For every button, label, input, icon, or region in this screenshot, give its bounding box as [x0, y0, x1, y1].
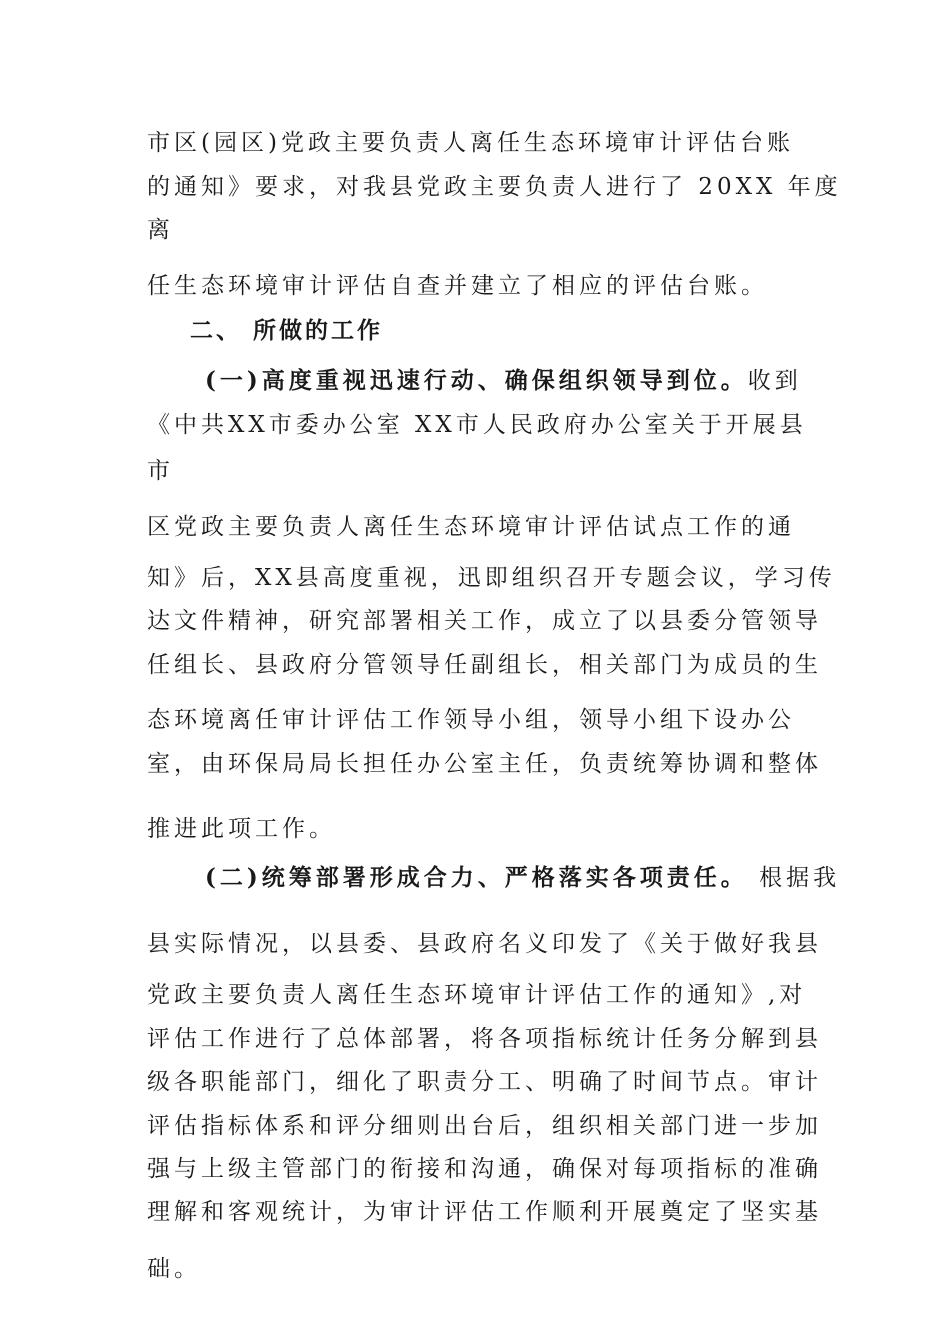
body-line: 础。 — [147, 1256, 201, 1282]
body-line: 理解和客观统计，为审计评估工作顺利开展奠定了坚实基 — [147, 1199, 822, 1225]
body-line: 知》后，XX县高度重视，迅即组织召开专题会议，学习传 — [147, 565, 836, 591]
body-line: 级各职能部门，细化了职责分工、明确了时间节点。审计 — [147, 1069, 822, 1095]
body-line: 区党政主要负责人离任生态环境审计评估试点工作的通 — [147, 514, 795, 540]
section-heading: 二、 所做的工作 — [190, 318, 384, 344]
item1-title: (一)高度重视迅速行动、确保组织领导到位。 — [205, 367, 748, 394]
item1-lead: 收到 — [747, 368, 802, 394]
body-line: 态环境离任审计评估工作领导小组，领导小组下设办公 — [147, 707, 795, 733]
item2-title: (二)统筹部署形成合力、严格落实各项责任。 — [205, 864, 748, 891]
body-line: 的通知》要求，对我县党政主要负责人进行了 20XX 年度 — [147, 174, 842, 200]
body-line: 市 — [147, 458, 174, 484]
body-line: 评估指标体系和评分细则出台后，组织相关部门进一步加 — [147, 1113, 822, 1139]
body-line: 离 — [147, 217, 174, 243]
item2-first-line — [205, 864, 840, 892]
body-line: 任生态环境审计评估自查并建立了相应的评估台账。 — [147, 273, 768, 299]
body-line: 《中共XX市委办公室 XX市人民政府办公室关于开展县 — [147, 412, 807, 438]
body-line: 市区(园区)党政主要负责人离任生态环境审计评估台账 — [147, 130, 794, 156]
body-line: 室，由环保局局长担任办公室主任，负责统筹协调和整体 — [147, 751, 822, 777]
body-line: 强与上级主管部门的衔接和沟通，确保对每项指标的准确 — [147, 1156, 822, 1182]
body-line: 县实际情况，以县委、县政府名义印发了《关于做好我县 — [147, 931, 822, 957]
body-line: 评估工作进行了总体部署，将各项指标统计任务分解到县 — [147, 1026, 822, 1052]
body-line: 推进此项工作。 — [147, 816, 336, 842]
body-line: 达文件精神，研究部署相关工作，成立了以县委分管领导 — [147, 608, 822, 634]
item2-lead: 根据我 — [747, 865, 841, 891]
item1-first-line — [205, 367, 802, 395]
body-line: 任组长、县政府分管领导任副组长，相关部门为成员的生 — [147, 652, 822, 678]
body-line: 党政主要负责人离任生态环境审计评估工作的通知》,对 — [147, 982, 807, 1008]
